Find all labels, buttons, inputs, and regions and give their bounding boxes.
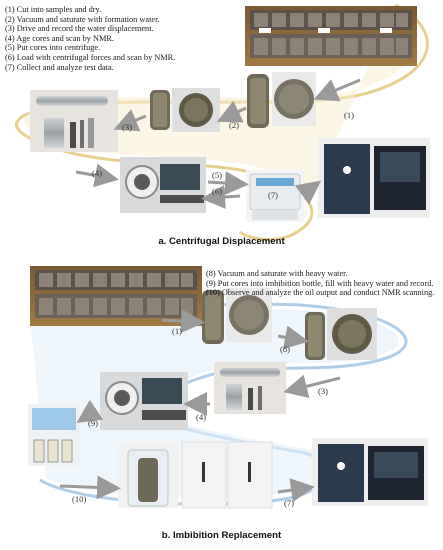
cabinet-photo-2 (228, 442, 272, 508)
arrow-label-a7: (7) (268, 190, 279, 200)
core-holder-photo-b (214, 362, 286, 414)
arrow-label-b3: (3) (318, 386, 329, 396)
steps-list-a (5, 5, 175, 72)
caption-b: b. Imbibition Replacement (161, 530, 282, 541)
arrow-label-b4: (4) (196, 412, 207, 422)
arrow-b1 (162, 320, 196, 322)
step-b8: (8) Vacuum and saturate with heavy water. (206, 269, 348, 278)
steps-list-b (206, 269, 434, 298)
core-sample-disc-a1 (272, 72, 316, 126)
step-b9: (9) Put cores into imbibition bottle, fill with heavy water and record. (206, 278, 434, 288)
imbibition-bottle-photo (118, 442, 178, 508)
step-a2: (2) Vacuum and saturate with formation water. (5, 14, 160, 24)
arrow-label-b1: (1) (172, 326, 183, 336)
core-box-photo-b (30, 266, 202, 326)
arrow-label-b10: (10) (72, 494, 87, 504)
arrow-label-a1: (1) (344, 110, 355, 120)
core-sample-cylinder-b1 (202, 290, 224, 344)
imbibition-apparatus-photo (28, 404, 80, 466)
arrow-label-a3: (3) (122, 122, 133, 132)
cabinet-photo-1 (182, 442, 226, 508)
arrow-label-a2: (2) (229, 120, 240, 130)
step-a7: (7) Collect and analyze test data. (5, 62, 114, 72)
core-sample-disc-a2 (172, 88, 220, 132)
core-sample-cylinder-b2 (305, 312, 325, 360)
step-a3: (3) Drive and record the water displacement. (5, 24, 154, 34)
arrow-label-b9: (9) (88, 418, 99, 428)
step-a4: (4) Age cores and scan by NMR. (5, 33, 114, 43)
step-b10: (10) Observe and analyze the oil output and conduct NMR scanning. (206, 288, 435, 298)
core-sample-cylinder-a1 (247, 74, 269, 128)
step-a6: (6) Load with centrifugal forces and scan by NMR. (5, 52, 176, 62)
arrow-label-a5: (5) (212, 170, 223, 180)
arrow-b3 (292, 378, 340, 390)
arrow-label-a6: (6) (212, 186, 223, 196)
arrow-b10 (60, 486, 112, 488)
step-a1: (1) Cut into samples and dry. (5, 5, 102, 14)
arrow-label-b7: (7) (284, 498, 295, 508)
arrow-a5 (208, 182, 240, 184)
arrow-label-b8: (8) (280, 344, 291, 354)
arrow-a6 (210, 196, 240, 198)
analyzer-photo-b (312, 438, 428, 506)
core-sample-cylinder-a2 (150, 90, 170, 130)
core-box-photo-a (245, 6, 417, 66)
arrow-label-a4: (4) (92, 168, 103, 178)
nmr-scanner-photo-b (100, 372, 188, 430)
caption-a: a. Centrifugal Displacement (158, 236, 285, 247)
step-a5: (5) Put cores into centrifuge. (5, 43, 101, 53)
core-holder-photo-a (30, 90, 118, 152)
analyzer-photo-a (318, 138, 430, 218)
nmr-scanner-photo-a (120, 157, 206, 213)
core-sample-disc-b2 (327, 308, 377, 360)
